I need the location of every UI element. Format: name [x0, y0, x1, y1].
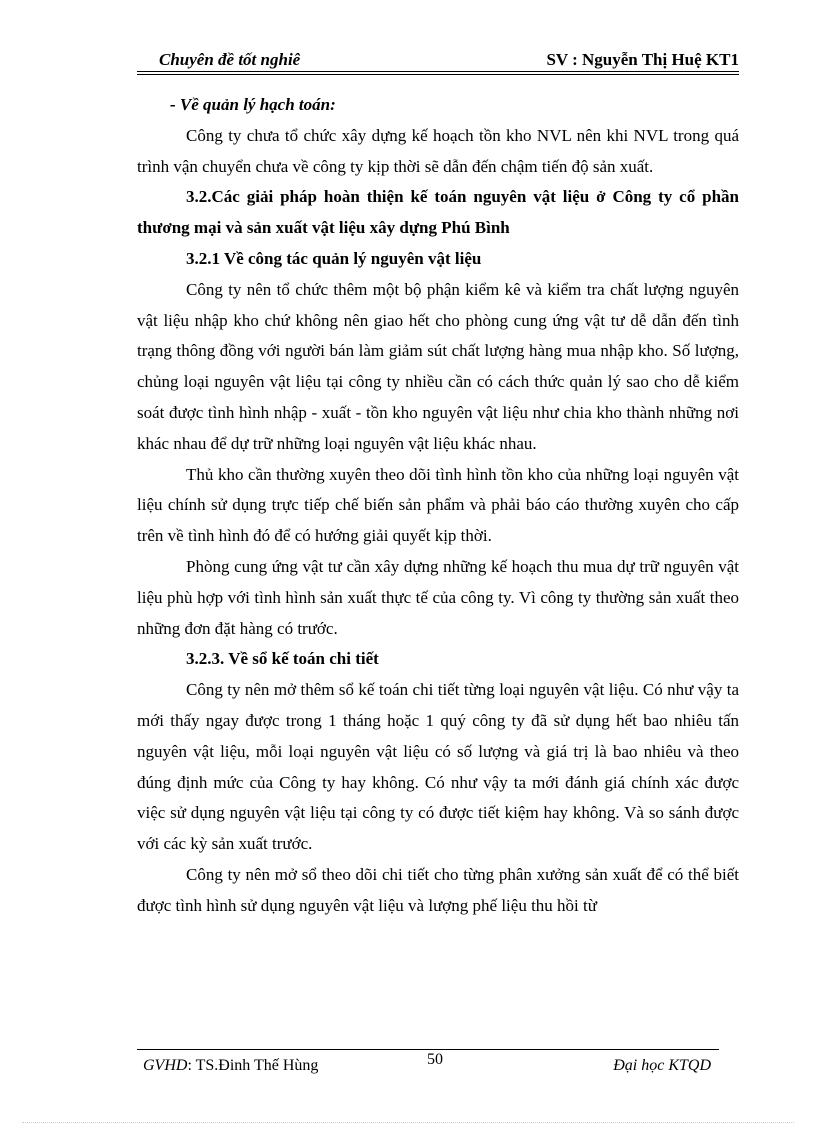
paragraph-procurement: Phòng cung ứng vật tư cần xây dựng những kế hoạch thu mua dự trữ nguyên vật liệu phù hợp với tình hình sản xuất thực tế của công ty. Vì công ty thường sản xuất theo những đơn đặt hàng có trước.: [137, 556, 739, 638]
page-number: 50: [427, 1051, 443, 1068]
page-header: [137, 48, 739, 74]
footer-university: Đại học KTQD: [613, 1057, 711, 1074]
header-student-name: SV : Nguyễn Thị Huệ KT1: [546, 50, 739, 69]
page-footer: [137, 1049, 719, 1079]
paragraph-inspection-unit: Công ty nên tổ chức thêm một bộ phận kiểm kê và kiểm tra chất lượng nguyên vật liệu nhập kho chứ không nên giao hết cho phòng cung ứng vật tư dễ dẫn đến tình trạng thông đồng với người bán làm giảm sút chất lượng hàng mua nhập kho. Số lượng, chủng loại nguyên vật liệu tại công ty nhiều cần có cách thức quản lý sao cho dễ kiểm soát được tình hình nhập - xuất - tồn kho nguyên vật liệu như chia kho thành những nơi khác nhau để dự trữ những loại nguyên vật liệu khác nhau.: [137, 279, 739, 453]
footer-supervisor-name: : TS.Đinh Thế Hùng: [187, 1057, 319, 1074]
header-divider: [137, 71, 739, 75]
section-heading-3-2-1: 3.2.1 Về công tác quản lý nguyên vật liệu: [186, 248, 482, 268]
section-heading-3-2: 3.2.Các giải pháp hoàn thiện kế toán nguyên vật liệu ở Công ty cổ phần thương mại và sản xuất vật liệu xây dựng Phú Bình: [137, 187, 739, 238]
paragraph-workshop-ledger: Công ty nên mở sổ theo dõi chi tiết cho từng phân xưởng sản xuất để có thể biết được tình hình sử dụng nguyên vật liệu và lượng phế liệu thu hồi từ: [137, 864, 739, 915]
footer-supervisor-label: GVHD: [143, 1057, 188, 1074]
header-thesis-title: Chuyên đề tốt nghiê: [159, 50, 301, 69]
paragraph-inventory-plan: Công ty chưa tổ chức xây dựng kế hoạch tồn kho NVL nên khi NVL trong quá trình vận chuyển chưa về công ty kịp thời sẽ dẫn đến chậm tiến độ sản xuất.: [137, 125, 739, 176]
paragraph-detail-ledger: Công ty nên mở thêm sổ kế toán chi tiết từng loại nguyên vật liệu. Có như vậy ta mới thấy ngay được trong 1 tháng hoặc 1 quý công ty đã sử dụng hết bao nhiêu tấn nguyên vật liệu, mỗi loại nguyên vật liệu có số lượng và giá trị là bao nhiêu và theo đúng định mức của Công ty hay không. Có như vậy ta mới đánh giá chính xác được việc sử dụng nguyên vật liệu tại công ty có được tiết kiệm hay không. Và so sánh được với các kỳ sản xuất trước.: [137, 680, 739, 854]
footer-divider: [137, 1049, 719, 1050]
sub-heading-accounting-management: - Về quản lý hạch toán:: [170, 95, 336, 114]
footer-supervisor: [143, 1057, 318, 1075]
document-body: [137, 90, 739, 922]
paragraph-storekeeper: Thủ kho cần thường xuyên theo dõi tình hình tồn kho của những loại nguyên vật liệu chính sử dụng trực tiếp chế biến sản phẩm và phải báo cáo thường xuyên cho cấp trên về tình hình đó để có hướng giải quyết kịp thời.: [137, 464, 739, 546]
section-heading-3-2-3: 3.2.3. Về sổ kế toán chi tiết: [186, 649, 379, 669]
